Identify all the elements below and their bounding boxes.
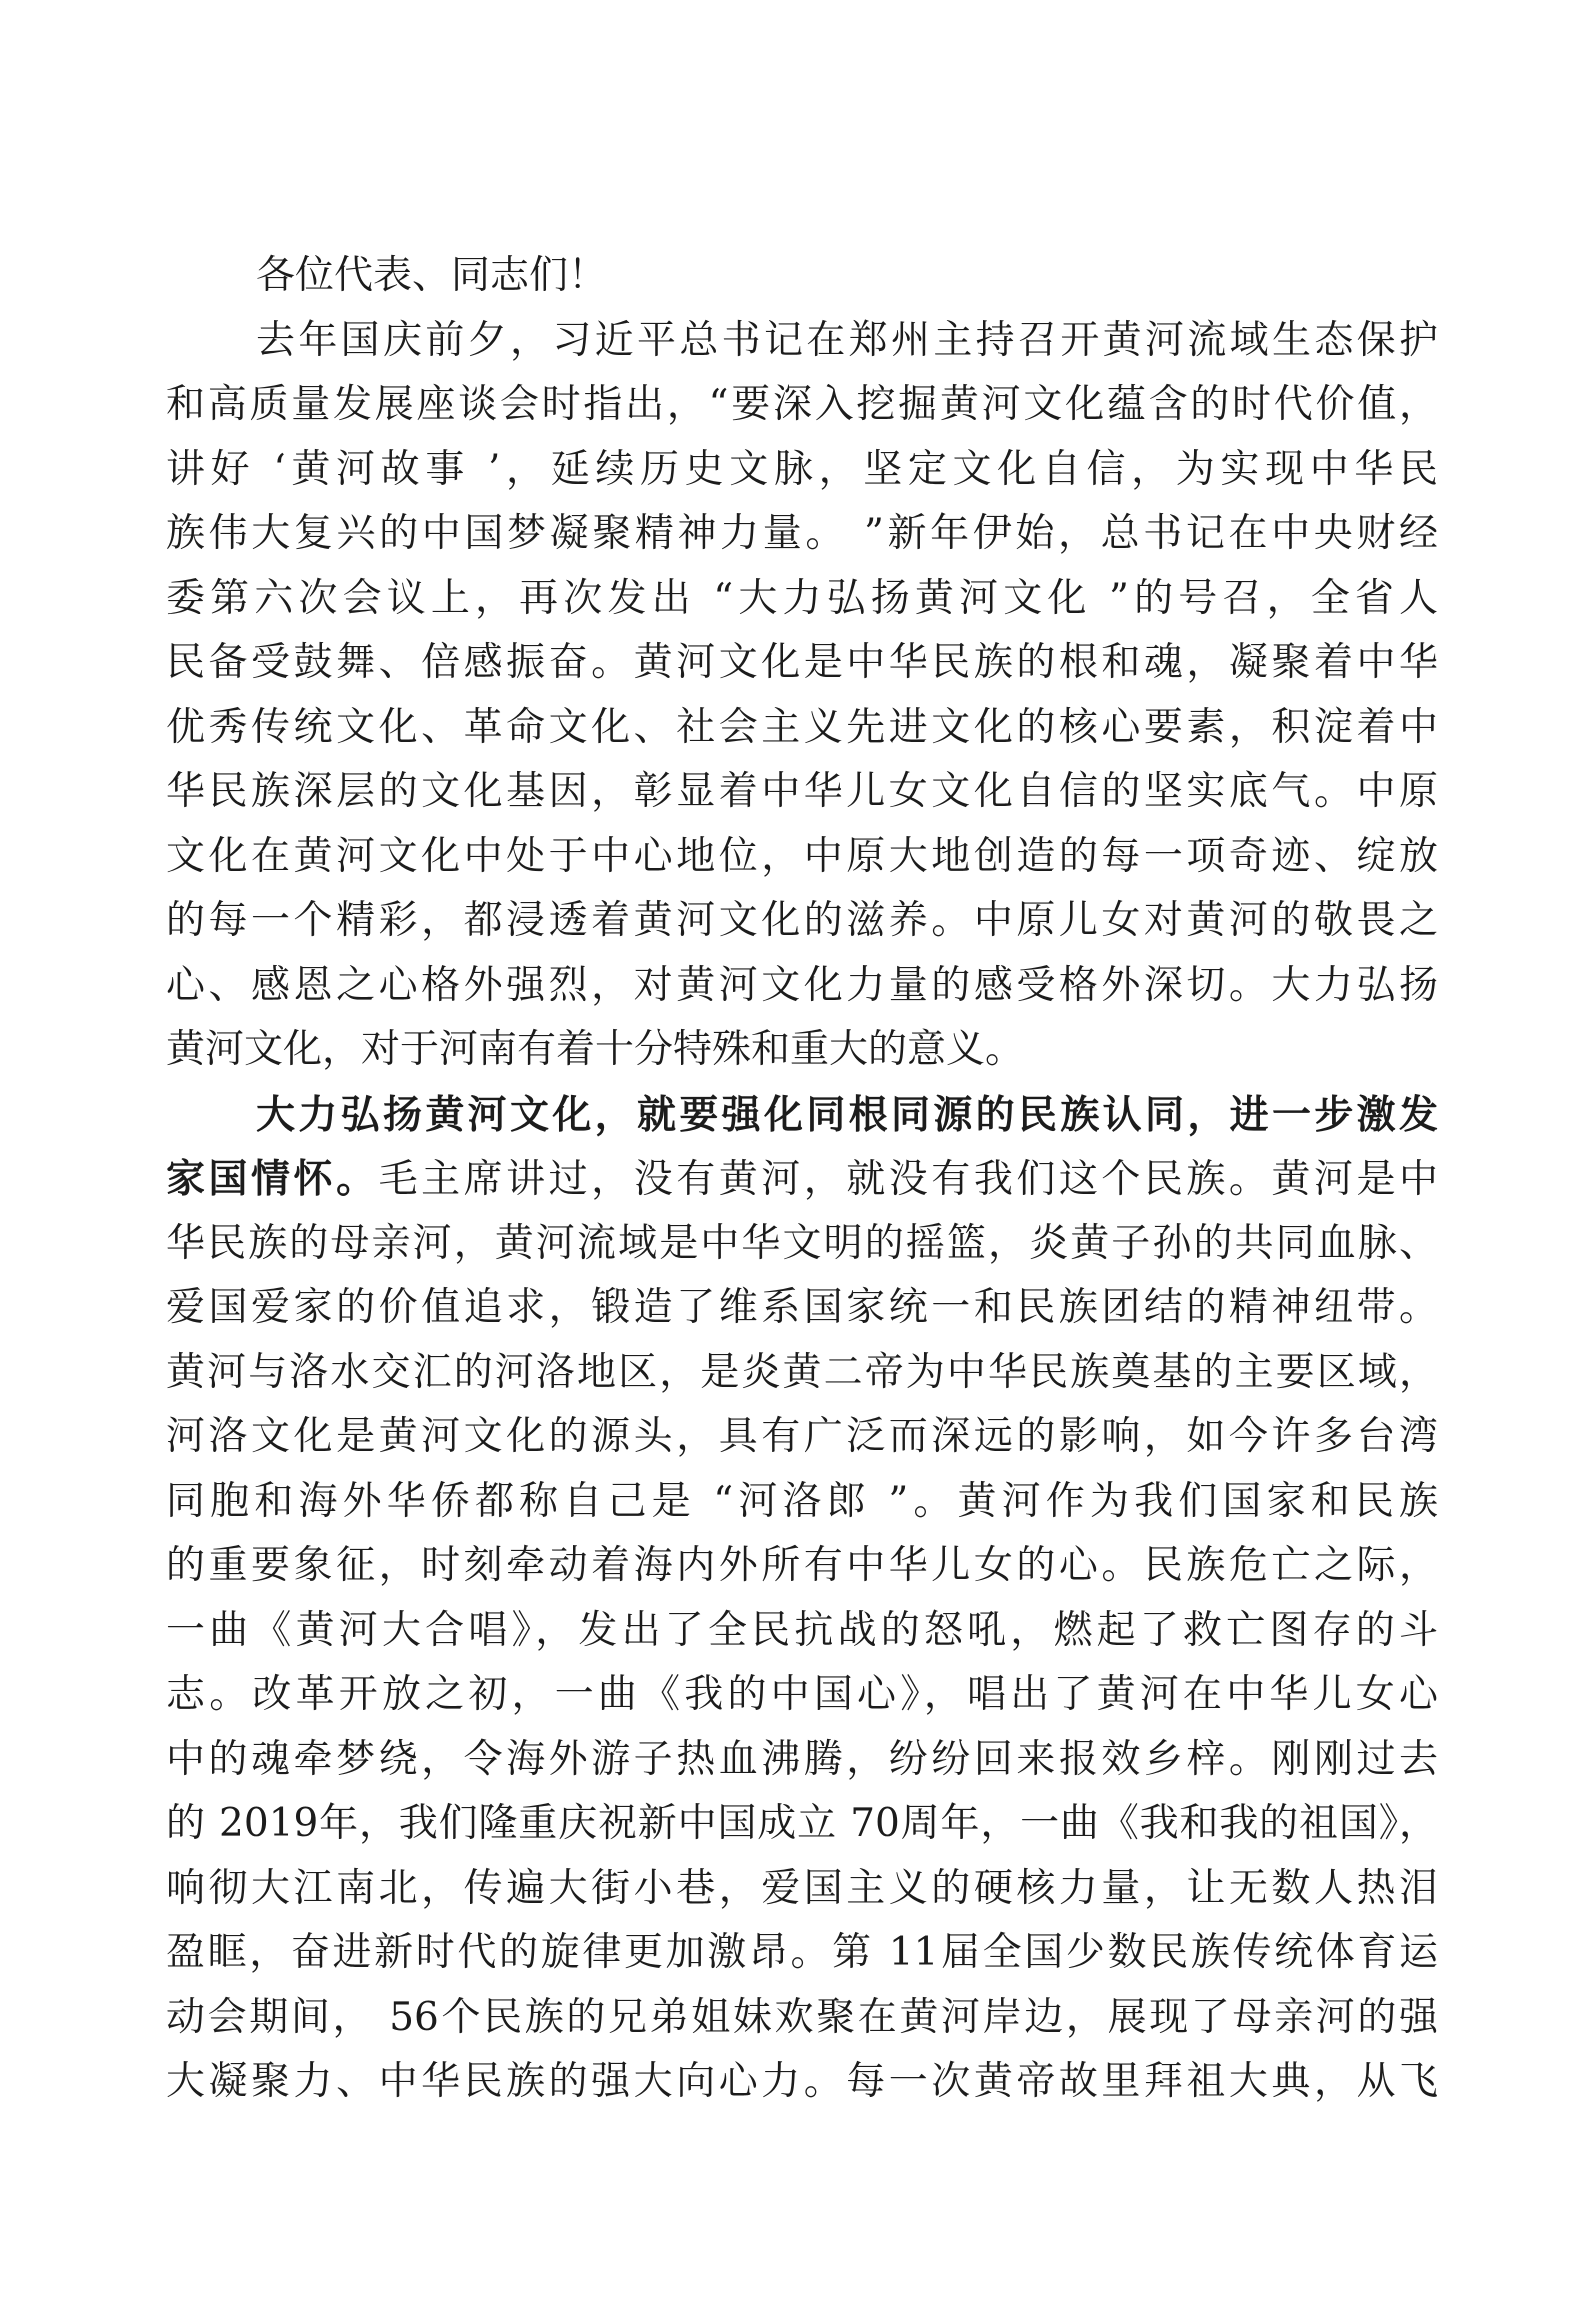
bold-heading-line: 大力弘扬黄河文化，就要强化同根同源的民族认同，进一步激发	[256, 1091, 1438, 1138]
text-line: 黄河文化，对于河南有着十分特殊和重大的意义。	[166, 1027, 1025, 1072]
text-line	[166, 1147, 1438, 1212]
text-line: 讲好 ‘黄河故事 ’，延续历史文脉，坚定文化自信，为实现中华民	[166, 446, 1438, 492]
text-line: 华民族深层的文化基因，彰显着中华儿女文化自信的坚实底气。中原	[166, 769, 1438, 814]
text-line: 去年国庆前夕，习近平总书记在郑州主持召开黄河流域生态保护	[256, 317, 1438, 363]
text-line: 优秀传统文化、革命文化、社会主义先进文化的核心要素，积淀着中	[166, 704, 1438, 750]
speech-text	[166, 244, 1438, 2115]
text-line: 各位代表、同志们！	[256, 253, 608, 298]
text-line: 的每一个精彩，都浸透着黄河文化的滋养。中原儿女对黄河的敬畏之	[166, 898, 1438, 943]
text-line: 盈眶，奋进新时代的旋律更加激昂。第 11届全国少数民族传统体育运	[166, 1930, 1438, 1975]
text-line: 民备受鼓舞、倍感振奋。黄河文化是中华民族的根和魂，凝聚着中华	[166, 640, 1438, 685]
text-line: 的 2019年，我们隆重庆祝新中国成立 70周年，一曲《我和我的祖国》，	[166, 1801, 1438, 1846]
text-line: 和高质量发展座谈会时指出，“要深入挖掘黄河文化蕴含的时代价值，	[166, 382, 1438, 427]
text-line: 河洛文化是黄河文化的源头，具有广泛而深远的影响，如今许多台湾	[166, 1414, 1438, 1459]
bold-heading-fragment: 家国情怀。	[166, 1156, 379, 1202]
text-line: 心、感恩之心格外强烈，对黄河文化力量的感受格外深切。大力弘扬	[166, 962, 1438, 1008]
text-fragment: 毛主席讲过，没有黄河，就没有我们这个民族。黄河是中	[378, 1157, 1438, 1202]
text-line: 委第六次会议上，再次发出 “大力弘扬黄河文化 ”的号召，全省人	[166, 575, 1438, 621]
text-line: 爱国爱家的价值追求，锻造了维系国家统一和民族团结的精神纽带。	[166, 1285, 1438, 1330]
text-line: 动会期间， 56个民族的兄弟姐妹欢聚在黄河岸边，展现了母亲河的强	[166, 1994, 1438, 2040]
text-line: 同胞和海外华侨都称自己是 “河洛郎 ”。黄河作为我们国家和民族	[166, 1478, 1438, 1524]
text-line: 黄河与洛水交汇的河洛地区，是炎黄二帝为中华民族奠基的主要区域，	[166, 1349, 1438, 1395]
text-line: 响彻大江南北，传遍大街小巷，爱国主义的硬核力量，让无数人热泪	[166, 1865, 1438, 1911]
paragraph-intro	[166, 309, 1438, 1083]
paragraph-greeting	[166, 244, 1438, 309]
text-line: 华民族的母亲河，黄河流域是中华文明的摇篮，炎黄子孙的共同血脉、	[166, 1220, 1438, 1266]
text-line: 中的魂牵梦绕，令海外游子热血沸腾，纷纷回来报效乡梓。刚刚过去	[166, 1736, 1438, 1782]
text-line: 文化在黄河文化中处于中心地位，中原大地创造的每一项奇迹、绽放	[166, 833, 1438, 879]
text-line: 大凝聚力、中华民族的强大向心力。每一次黄帝故里拜祖大典，从飞	[166, 2059, 1438, 2104]
text-line: 族伟大复兴的中国梦凝聚精神力量。 ”新年伊始，总书记在中央财经	[166, 511, 1438, 556]
paragraph-national-identity	[166, 1083, 1438, 2115]
text-line: 志。改革开放之初，一曲《我的中国心》，唱出了黄河在中华儿女心	[166, 1672, 1438, 1717]
text-line: 的重要象征，时刻牵动着海内外所有中华儿女的心。民族危亡之际，	[166, 1543, 1438, 1588]
text-line: 一曲《黄河大合唱》，发出了全民抗战的怒吼，燃起了救亡图存的斗	[166, 1607, 1438, 1653]
